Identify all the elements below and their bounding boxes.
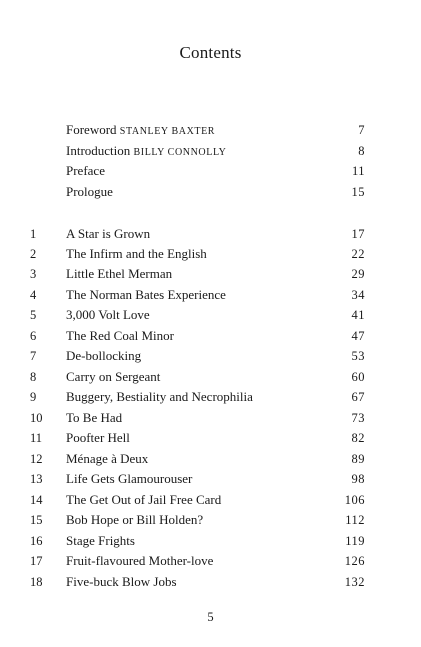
toc-entry-page: 15 xyxy=(351,185,365,199)
toc-chapter-17[interactable] xyxy=(0,551,421,571)
toc-entry-foreword[interactable] xyxy=(0,120,421,140)
chapter-page: 47 xyxy=(351,329,365,343)
chapter-number: 15 xyxy=(30,513,43,527)
toc-entry-preface[interactable] xyxy=(0,161,421,181)
toc-entry-prologue[interactable] xyxy=(0,182,421,202)
chapter-page: 53 xyxy=(351,349,365,363)
toc-chapter-14[interactable] xyxy=(0,490,421,510)
chapter-title: Stage Frights xyxy=(66,533,135,548)
chapter-page: 29 xyxy=(351,267,365,281)
chapter-title: The Get Out of Jail Free Card xyxy=(66,492,222,507)
chapter-page: 126 xyxy=(344,554,365,568)
toc-entry-page: 8 xyxy=(358,144,365,158)
chapter-page: 67 xyxy=(351,390,365,404)
chapter-page: 89 xyxy=(351,452,365,466)
chapter-title: Five-buck Blow Jobs xyxy=(66,574,177,589)
toc-chapter-11[interactable] xyxy=(0,428,421,448)
toc-chapter-9[interactable] xyxy=(0,387,421,407)
chapter-number: 10 xyxy=(30,411,43,425)
chapter-number: 2 xyxy=(30,247,37,261)
chapter-number: 16 xyxy=(30,534,43,548)
chapter-title: Bob Hope or Bill Holden? xyxy=(66,512,204,527)
toc-chapter-15[interactable] xyxy=(0,510,421,530)
chapter-number: 3 xyxy=(30,267,37,281)
chapter-title: Ménage à Deux xyxy=(66,451,149,466)
toc-chapter-18[interactable] xyxy=(0,572,421,592)
chapter-title: De-bollocking xyxy=(66,348,142,363)
chapter-page: 106 xyxy=(344,493,365,507)
toc-entry-label: Preface xyxy=(66,163,105,178)
chapter-page: 119 xyxy=(345,534,365,548)
chapter-title: The Infirm and the English xyxy=(66,246,207,261)
chapter-number: 9 xyxy=(30,390,37,404)
toc-chapter-8[interactable] xyxy=(0,367,421,387)
chapter-number: 6 xyxy=(30,329,37,343)
chapter-page: 34 xyxy=(351,288,365,302)
chapter-number: 8 xyxy=(30,370,37,384)
chapter-title: The Norman Bates Experience xyxy=(66,287,226,302)
chapter-number: 14 xyxy=(30,493,43,507)
toc-chapter-10[interactable] xyxy=(0,408,421,428)
chapter-number: 5 xyxy=(30,308,37,322)
toc-entry-label: Foreword STANLEY BAXTER xyxy=(66,122,216,137)
toc-entry-introduction[interactable] xyxy=(0,141,421,161)
toc-chapter-12[interactable] xyxy=(0,449,421,469)
toc-chapter-6[interactable] xyxy=(0,326,421,346)
toc-chapter-13[interactable] xyxy=(0,469,421,489)
page-title: Contents xyxy=(179,43,242,62)
chapter-number: 4 xyxy=(30,288,37,302)
toc-chapter-2[interactable] xyxy=(0,244,421,264)
chapter-page: 112 xyxy=(345,513,365,527)
chapter-page: 41 xyxy=(351,308,365,322)
chapter-number: 17 xyxy=(30,554,43,568)
chapter-number: 13 xyxy=(30,472,43,486)
toc-chapter-4[interactable] xyxy=(0,285,421,305)
chapter-page: 17 xyxy=(351,227,365,241)
chapter-title: Buggery, Bestiality and Necrophilia xyxy=(66,389,253,404)
chapter-title: The Red Coal Minor xyxy=(66,328,174,343)
chapter-number: 1 xyxy=(30,227,37,241)
toc-chapter-1[interactable] xyxy=(0,224,421,244)
chapter-title: Life Gets Glamourouser xyxy=(66,471,193,486)
chapter-title: Carry on Sergeant xyxy=(66,369,161,384)
chapter-title: Fruit-flavoured Mother-love xyxy=(66,553,214,568)
chapter-title: To Be Had xyxy=(66,410,123,425)
toc-entry-label: Introduction BILLY CONNOLLY xyxy=(66,143,227,158)
toc-entry-author: BILLY CONNOLLY xyxy=(133,147,227,158)
chapter-page: 98 xyxy=(351,472,365,486)
chapter-page: 82 xyxy=(351,431,365,445)
chapter-page: 73 xyxy=(351,411,365,425)
toc-chapter-7[interactable] xyxy=(0,346,421,366)
chapter-number: 11 xyxy=(30,431,43,445)
chapter-number: 18 xyxy=(30,575,43,589)
chapter-number: 7 xyxy=(30,349,37,363)
toc-entry-author: STANLEY BAXTER xyxy=(119,126,216,137)
chapter-number: 12 xyxy=(30,452,43,466)
toc-entry-label: Prologue xyxy=(66,184,113,199)
chapter-title: Little Ethel Merman xyxy=(66,266,173,281)
page-number: 5 xyxy=(207,610,214,624)
chapter-page: 132 xyxy=(344,575,365,589)
toc-entry-page: 11 xyxy=(351,164,365,178)
chapter-title: 3,000 Volt Love xyxy=(66,307,150,322)
chapter-page: 60 xyxy=(351,370,365,384)
chapter-title: Poofter Hell xyxy=(66,430,130,445)
toc-chapter-5[interactable] xyxy=(0,305,421,325)
chapter-page: 22 xyxy=(351,247,365,261)
toc-chapter-3[interactable] xyxy=(0,264,421,284)
toc-entry-page: 7 xyxy=(358,123,365,137)
chapter-title: A Star is Grown xyxy=(66,226,151,241)
toc-chapter-16[interactable] xyxy=(0,531,421,551)
